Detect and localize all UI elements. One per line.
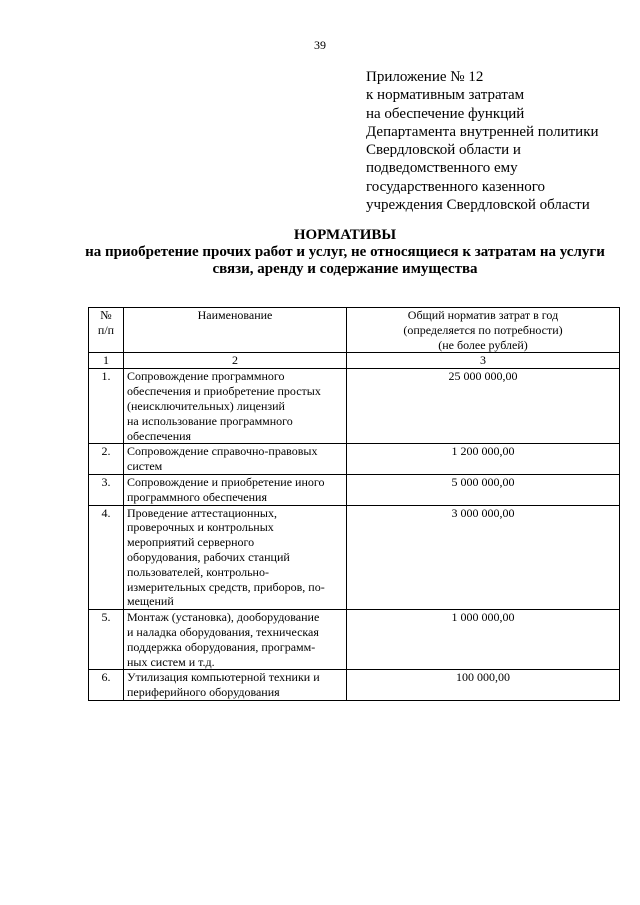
row-name-line: обеспечения bbox=[127, 428, 192, 443]
table-row bbox=[89, 505, 620, 610]
table-row bbox=[89, 369, 620, 444]
header-norm bbox=[347, 308, 620, 353]
row-name-line: оборудования, рабочих станций bbox=[127, 549, 290, 564]
row-name-line: поддержка оборудования, программ- bbox=[127, 639, 316, 654]
appendix-line: Департамента внутренней политики bbox=[366, 123, 599, 140]
row-value: 25 000 000,00 bbox=[347, 369, 620, 444]
norms-table bbox=[88, 307, 620, 701]
column-number: 1 bbox=[89, 353, 124, 369]
table-row bbox=[89, 444, 620, 475]
row-name-line: пользователей, контрольно- bbox=[127, 564, 269, 579]
row-name-line: ных систем и т.д. bbox=[127, 654, 215, 669]
table-row bbox=[89, 474, 620, 505]
appendix-line: учреждения Свердловской области bbox=[366, 197, 590, 214]
row-name-line: проверочных и контрольных bbox=[127, 520, 274, 535]
appendix-line: подведомственного ему bbox=[366, 160, 518, 177]
header-norm-line: Общий норматив затрат в год bbox=[407, 308, 559, 322]
table-body bbox=[89, 369, 620, 701]
row-name-line: Проведение аттестационных, bbox=[127, 505, 277, 520]
row-number: 2. bbox=[89, 444, 124, 475]
row-name bbox=[124, 444, 347, 475]
column-number-row bbox=[89, 353, 620, 369]
row-name-line: Сопровождение программного bbox=[127, 369, 285, 384]
row-name bbox=[124, 474, 347, 505]
row-name-line: Сопровождение и приобретение иного bbox=[127, 474, 325, 489]
header-norm-line: (не более рублей) bbox=[438, 337, 528, 352]
header-norm-line: (определяется по потребности) bbox=[403, 322, 563, 337]
row-name-line: Сопровождение справочно-правовых bbox=[127, 444, 318, 459]
row-value: 5 000 000,00 bbox=[347, 474, 620, 505]
row-name-line: и наладка оборудования, техническая bbox=[127, 624, 319, 639]
row-name bbox=[124, 369, 347, 444]
row-name-line: периферийного оборудования bbox=[127, 685, 280, 700]
header-num-line: № bbox=[100, 308, 112, 322]
row-name-line: обеспечения и приобретение простых bbox=[127, 384, 321, 399]
row-name-line: (неисключительных) лицензий bbox=[127, 398, 285, 413]
row-name-line: на использование программного bbox=[127, 413, 293, 428]
row-number: 3. bbox=[89, 474, 124, 505]
appendix-line: Свердловской области и bbox=[366, 142, 521, 159]
header-num-line: п/п bbox=[97, 322, 115, 337]
row-name-line: измерительных средств, приборов, по- bbox=[127, 579, 325, 594]
document-title: НОРМАТИВЫ bbox=[293, 227, 397, 243]
row-name bbox=[124, 610, 347, 670]
document-subtitle-line2: связи, аренду и содержание имущества bbox=[212, 261, 478, 277]
row-value: 1 200 000,00 bbox=[347, 444, 620, 475]
row-number: 6. bbox=[89, 670, 124, 701]
appendix-block bbox=[366, 68, 599, 214]
table-header-row bbox=[89, 308, 620, 353]
row-name-line: Монтаж (установка), дооборудование bbox=[127, 610, 320, 625]
appendix-line: государственного казенного bbox=[366, 178, 546, 195]
table-row bbox=[89, 610, 620, 670]
page-number: 39 bbox=[314, 38, 326, 52]
table-row bbox=[89, 670, 620, 701]
column-number: 3 bbox=[347, 353, 620, 369]
appendix-line: Приложение № 12 bbox=[366, 69, 484, 85]
row-value: 1 000 000,00 bbox=[347, 610, 620, 670]
row-name-line: мещений bbox=[127, 594, 174, 609]
header-name: Наименование bbox=[124, 308, 347, 353]
appendix-line: к нормативным затратам bbox=[366, 87, 525, 104]
appendix-line: на обеспечение функций bbox=[366, 105, 525, 122]
document-subtitle-line1: на приобретение прочих работ и услуг, не относящиеся к затратам на услуги bbox=[85, 244, 605, 260]
row-number: 1. bbox=[89, 369, 124, 444]
column-number: 2 bbox=[124, 353, 347, 369]
row-name-line: мероприятий серверного bbox=[127, 535, 255, 550]
row-number: 5. bbox=[89, 610, 124, 670]
row-value: 3 000 000,00 bbox=[347, 505, 620, 610]
row-name-line: программного обеспечения bbox=[127, 489, 267, 504]
row-number: 4. bbox=[89, 505, 124, 610]
row-name-line: систем bbox=[127, 459, 163, 474]
row-name-line: Утилизация компьютерной техники и bbox=[127, 670, 320, 685]
row-name bbox=[124, 670, 347, 701]
row-name bbox=[124, 505, 347, 610]
header-num bbox=[89, 308, 124, 353]
row-value: 100 000,00 bbox=[347, 670, 620, 701]
